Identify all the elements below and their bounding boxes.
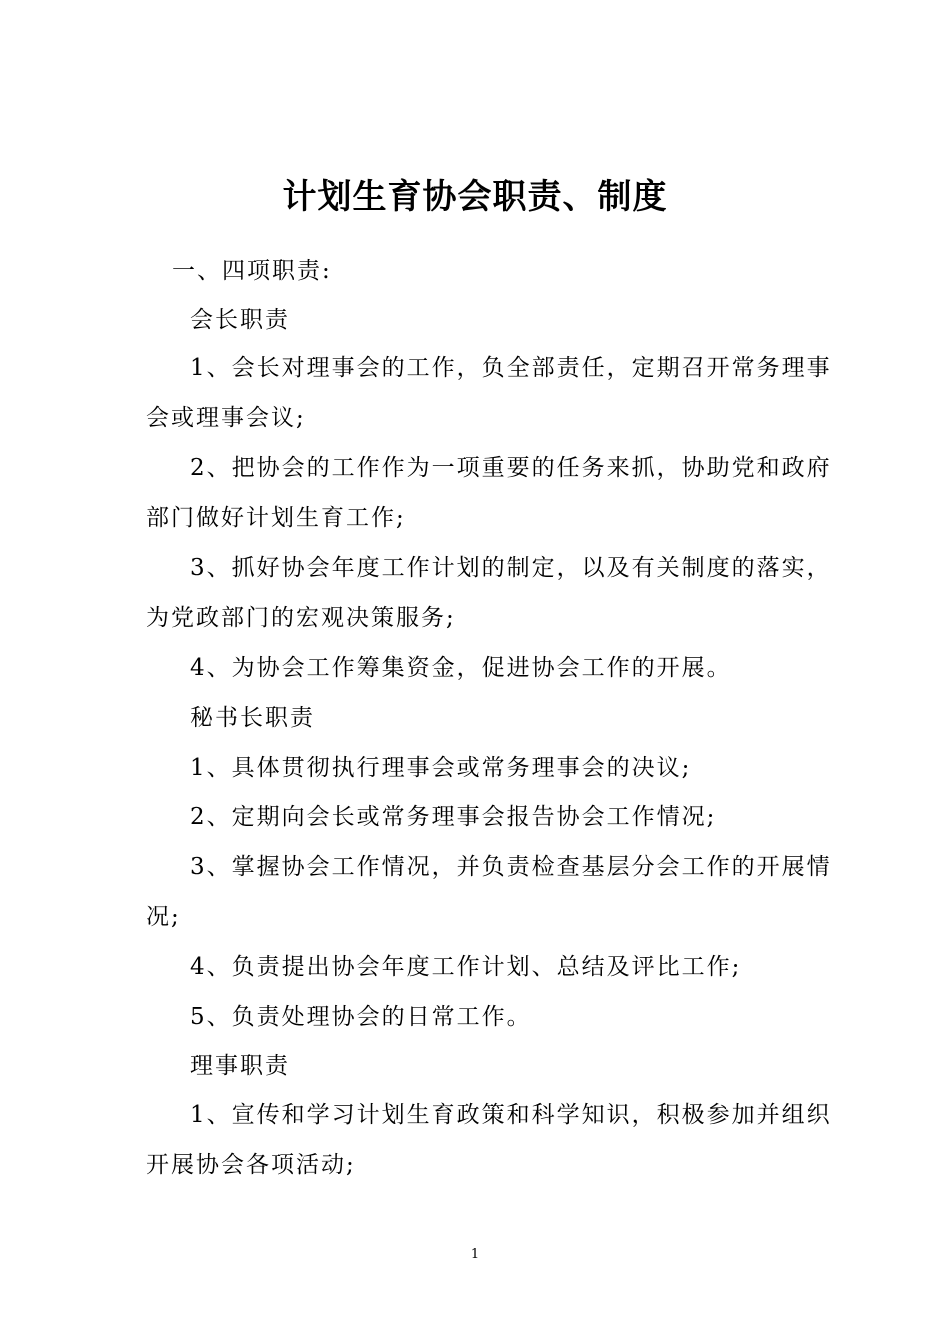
- secretary-heading: 秘书长职责: [190, 705, 315, 731]
- president-line-1-cont: 会或理事会议;: [146, 405, 306, 431]
- secretary-line-1: 1、具体贯彻执行理事会或常务理事会的决议;: [190, 755, 692, 781]
- secretary-line-4: 4、负责提出协会年度工作计划、总结及评比工作;: [190, 954, 742, 980]
- secretary-line-3: 3、掌握协会工作情况，并负责检查基层分会工作的开展情: [190, 854, 832, 880]
- secretary-line-5: 5、负责处理协会的日常工作。: [190, 1004, 532, 1030]
- secretary-line-2: 2、定期向会长或常务理事会报告协会工作情况;: [190, 804, 717, 830]
- director-line-1-cont: 开展协会各项活动;: [146, 1152, 356, 1178]
- president-line-2-cont: 部门做好计划生育工作;: [146, 505, 406, 531]
- director-heading: 理事职责: [190, 1053, 290, 1079]
- secretary-line-3-cont: 况;: [146, 904, 181, 930]
- president-line-2: 2、把协会的工作作为一项重要的任务来抓，协助党和政府: [190, 455, 832, 481]
- president-line-1: 1、会长对理事会的工作，负全部责任，定期召开常务理事: [190, 355, 832, 381]
- president-line-4: 4、为协会工作筹集资金，促进协会工作的开展。: [190, 655, 732, 681]
- president-line-3-cont: 为党政部门的宏观决策服务;: [146, 605, 456, 631]
- president-line-3: 3、抓好协会年度工作计划的制定，以及有关制度的落实，: [190, 555, 832, 581]
- president-heading: 会长职责: [190, 307, 290, 333]
- page-title: 计划生育协会职责、制度: [282, 177, 668, 217]
- section-heading: 一、四项职责:: [172, 258, 332, 284]
- director-line-1: 1、宣传和学习计划生育政策和科学知识，积极参加并组织: [190, 1102, 832, 1128]
- page-number: 1: [470, 1247, 480, 1262]
